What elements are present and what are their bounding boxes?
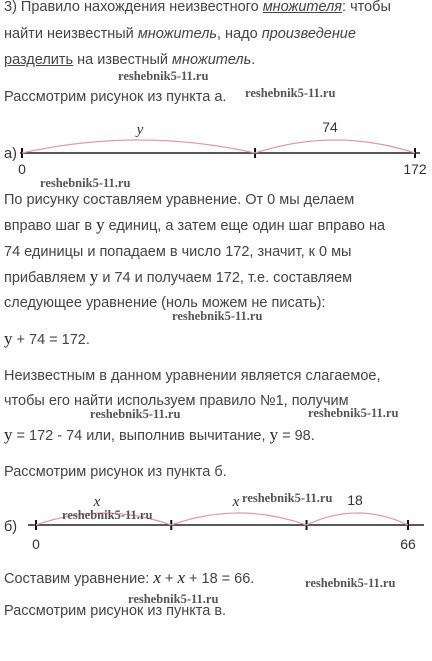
para-text: единиц, а затем еще один шаг вправо на bbox=[104, 218, 386, 234]
diagram-a-arc1-label: y bbox=[136, 122, 144, 138]
variable-x: x bbox=[177, 568, 185, 587]
diagram-b-arc-3 bbox=[307, 513, 408, 525]
rule-text: , надо bbox=[217, 26, 262, 42]
watermark: reshebnik5-11.ru bbox=[308, 406, 399, 420]
diagram-b-arc1-label: x bbox=[93, 494, 101, 510]
para-text: = 98. bbox=[278, 428, 315, 444]
watermark: reshebnik5-11.ru bbox=[128, 592, 219, 606]
variable-y: y bbox=[4, 329, 13, 348]
para-text: прибавляем bbox=[4, 270, 90, 286]
diagram-a-arc2-label: 74 bbox=[322, 119, 338, 135]
para-a-line-3: 74 единицы и попадаем в число 172, значит, к 0 мы bbox=[4, 244, 352, 260]
para-a-line-5: следующее уравнение (ноль можем не писать): bbox=[4, 295, 326, 311]
watermark: reshebnik5-11.ru bbox=[90, 407, 181, 421]
para-text: = 172 - 74 или, выполнив вычитание, bbox=[12, 428, 270, 444]
equation-text: + 74 = 172. bbox=[12, 332, 90, 348]
rule-term-multiplier: множитель bbox=[137, 26, 217, 42]
rule-text: . bbox=[251, 52, 256, 68]
diagram-b-row-label: б) bbox=[4, 519, 18, 535]
rule-text: 3) Правило нахождения неизвестного bbox=[4, 0, 263, 15]
diagram-a-tick-label-max: 172 bbox=[403, 161, 427, 177]
diagram-a-row-label: а) bbox=[4, 146, 17, 162]
diagram-b-arc2-label: x bbox=[232, 494, 240, 510]
consider-a: Рассмотрим рисунок из пункта а. bbox=[4, 89, 227, 105]
equation-text: Составим уравнение: bbox=[4, 571, 154, 587]
watermark: reshebnik5-11.ru bbox=[305, 576, 396, 590]
consider-c: Рассмотрим рисунок из пункта в. bbox=[4, 603, 227, 619]
equation-text: + bbox=[160, 571, 178, 587]
watermark: reshebnik5-11.ru bbox=[242, 491, 333, 505]
variable-x: x bbox=[153, 568, 161, 587]
consider-b: Рассмотрим рисунок из пункта б. bbox=[4, 464, 227, 480]
para-text: и 74 и получаем 172, т.е. составляем bbox=[98, 270, 353, 286]
variable-y: y bbox=[269, 425, 279, 444]
diagram-b-tick-label-0: 0 bbox=[32, 536, 40, 552]
para-a2-line-2: чтобы его найти используем правило №1, получим bbox=[4, 393, 349, 409]
watermark: reshebnik5-11.ru bbox=[245, 86, 336, 100]
rule-text: найти неизвестный bbox=[4, 26, 138, 42]
equation-b bbox=[4, 569, 254, 588]
variable-y: y bbox=[96, 215, 105, 234]
variable-y: y bbox=[89, 267, 99, 286]
rule-term-divide: разделить bbox=[4, 52, 74, 68]
watermark: reshebnik5-11.ru bbox=[62, 508, 153, 522]
diagram-a-tick-label-0: 0 bbox=[18, 161, 26, 177]
diagram-b-tick-label-max: 66 bbox=[400, 536, 416, 552]
rule-term-multiplier: множителя bbox=[262, 0, 343, 15]
para-a-line-1: По рисунку составляем уравнение. От 0 мы делаем bbox=[4, 192, 355, 208]
diagram-b-arc3-label: 18 bbox=[347, 492, 363, 508]
watermark: reshebnik5-11.ru bbox=[118, 69, 209, 83]
variable-y: y bbox=[4, 425, 13, 444]
rule-text: на известный bbox=[73, 52, 173, 68]
rule-text: : чтобы bbox=[342, 0, 391, 15]
rule-term-product: произведение bbox=[261, 26, 356, 42]
para-text: вправо шаг в bbox=[4, 218, 97, 234]
watermark: reshebnik5-11.ru bbox=[172, 309, 263, 323]
para-a2-line-1: Неизвестным в данном уравнении является слагаемое, bbox=[4, 368, 381, 384]
equation-text: + 18 = 66. bbox=[184, 571, 255, 587]
watermark: reshebnik5-11.ru bbox=[40, 176, 131, 190]
diagram-b-arc-2 bbox=[171, 513, 306, 525]
rule-term-multiplier: множитель bbox=[172, 52, 252, 68]
